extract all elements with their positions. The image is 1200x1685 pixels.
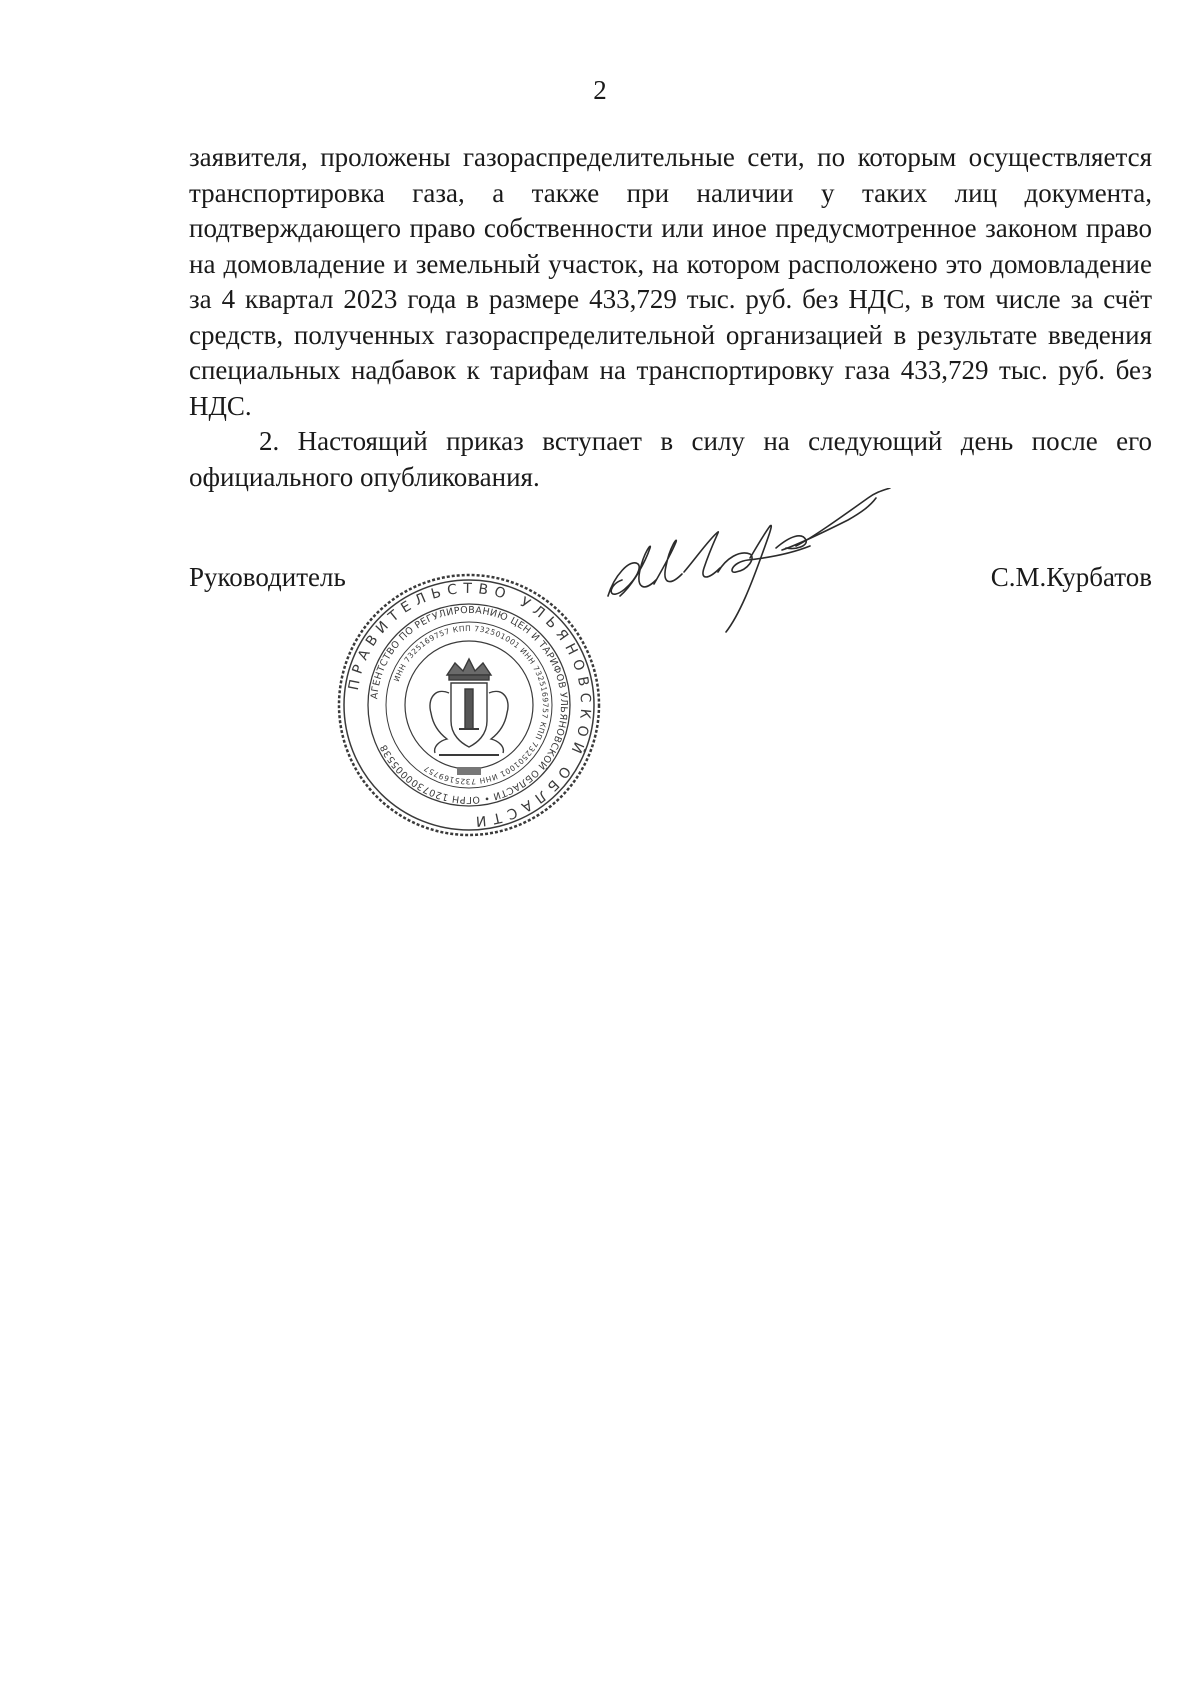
paragraph-item-2: 2. Настоящий приказ вступает в силу на следующий день после его официального опубликования. — [189, 426, 1152, 492]
official-seal — [335, 571, 603, 839]
signer-role: Руководитель — [189, 562, 346, 592]
document-body — [189, 140, 1152, 495]
svg-text:АГЕНТСТВО ПО РЕГУЛИРОВАНИЮ ЦЕН: АГЕНТСТВО ПО РЕГУЛИРОВАНИЮ ЦЕН И ТАРИФОВ УЛЬЯНОВСКОЙ ОБЛАСТИ • ОГРН 1207300005538 — [369, 604, 570, 806]
svg-text:ПРАВИТЕЛЬСТВО УЛЬЯНОВСКОЙ ОБЛА: ПРАВИТЕЛЬСТВО УЛЬЯНОВСКОЙ ОБЛАСТИ — [345, 580, 594, 830]
page-number: 2 — [593, 75, 607, 105]
coat-of-arms-icon — [430, 659, 508, 775]
paragraph-continuation: заявителя, проложены газораспределительные сети, по которым осуществляется транспортировка газа, а также при наличии у таких лиц документа, подтверждающего право собственности или иное предусмотренное законом право на домовладение и земельный участок, на котором расположено это домовладение за 4 квартал 2023 года в размере 433,729 тыс. руб. без НДС, в том числе за счёт средств, полученных газораспределительной организацией в результате введения специальных надбавок к тарифам на транспортировку газа 433,729 тыс. руб. без НДС. — [189, 142, 1152, 421]
handwritten-signature — [600, 488, 930, 658]
svg-text:ИНН 7325169757 КПП 732501001 И: ИНН 7325169757 КПП 732501001 ИНН 7325169757 КПП 732501001 ИНН 7325169757 — [391, 623, 551, 787]
signer-name: С.М.Курбатов — [990, 562, 1152, 592]
